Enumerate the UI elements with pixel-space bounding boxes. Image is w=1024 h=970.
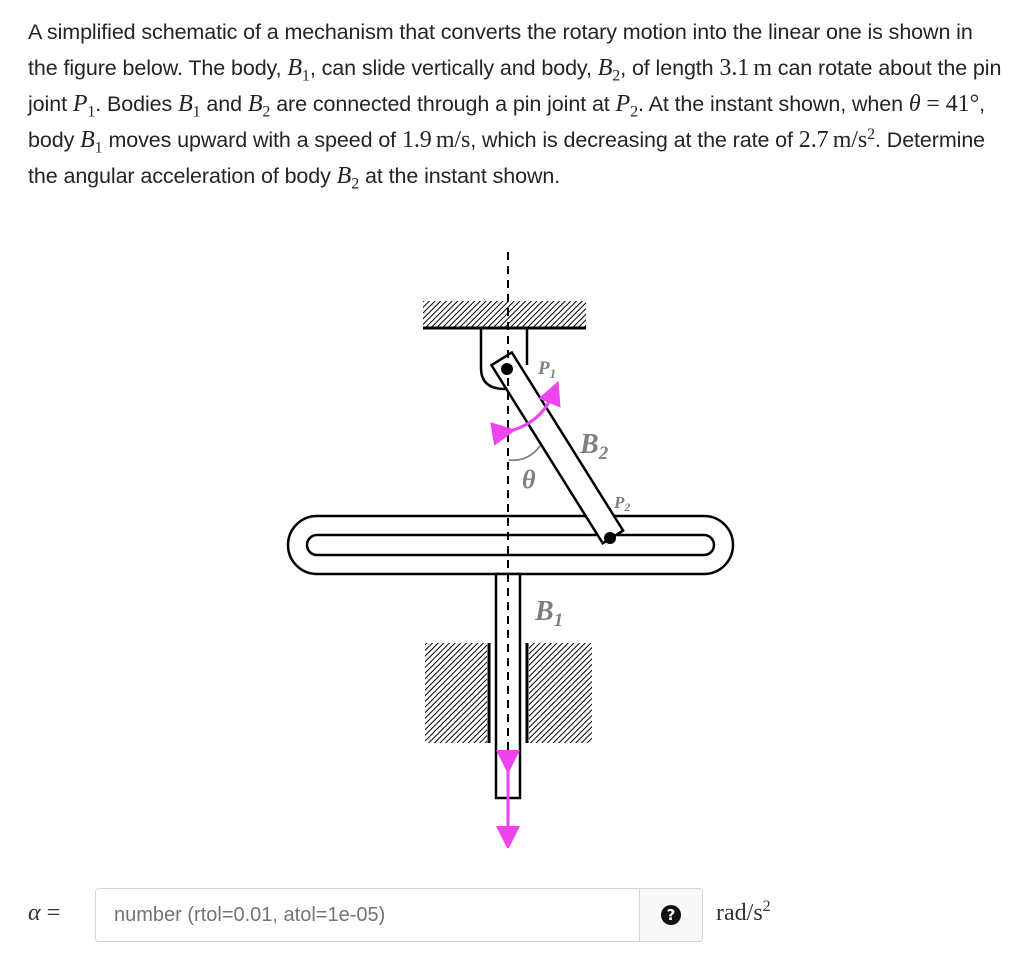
- speed-value: 1.9: [401, 127, 432, 153]
- pin-p2: [604, 532, 616, 544]
- label-b1-sub: 1: [553, 610, 564, 631]
- length-unit: m: [753, 55, 772, 81]
- problem-statement: [28, 14, 1003, 194]
- text: , of length: [620, 56, 720, 80]
- svg-text:θ: [522, 465, 536, 494]
- label-p1: P: [538, 358, 550, 379]
- svg-text:B2: [579, 429, 609, 464]
- answer-input[interactable]: [96, 889, 639, 941]
- math-theta: θ: [908, 91, 921, 117]
- text: A simplified schematic of a mechanism that converts the rotary motion into the linear one is shown in the figure below. The body,: [28, 20, 973, 80]
- sub: 2: [351, 175, 360, 193]
- text: , which is decreasing at the rate of: [470, 128, 799, 152]
- math-b2: B: [597, 55, 613, 81]
- text: are connected through a pin joint at: [270, 92, 616, 116]
- text: moves upward with a speed of: [102, 128, 402, 152]
- label-p2: P: [614, 493, 625, 512]
- answer-label: [28, 900, 60, 927]
- text: . Determine the angular acceleration of body: [28, 128, 986, 188]
- svg-text:P1: [537, 358, 556, 381]
- accel-value: 2.7: [798, 127, 829, 153]
- equals: =: [40, 900, 61, 926]
- math-b1: B: [80, 127, 95, 153]
- math-b1: B: [178, 91, 193, 117]
- text: . Bodies: [95, 92, 179, 116]
- sub: 1: [192, 103, 201, 121]
- sub: 1: [94, 139, 103, 157]
- label-b2-sub: 2: [598, 443, 609, 464]
- text: at the instant shown.: [359, 164, 561, 188]
- label-p2-sub: 2: [624, 500, 631, 514]
- text: , body: [28, 92, 985, 152]
- svg-text:B1: [534, 596, 563, 631]
- answer-unit: [716, 900, 771, 927]
- answer-input-group: [95, 888, 703, 942]
- text: , can slide vertically and body,: [309, 56, 598, 80]
- text: . At the instant shown, when: [638, 92, 909, 116]
- math-b2: B: [247, 91, 263, 117]
- unit-exp: 2: [762, 898, 771, 915]
- sub: 1: [87, 103, 96, 121]
- slotted-yoke: [288, 516, 733, 574]
- math-p2: P: [615, 91, 631, 117]
- sup: 2: [867, 125, 876, 143]
- help-button[interactable]: [639, 889, 702, 941]
- mechanism-figure: [280, 248, 750, 848]
- math-b1: B: [287, 55, 302, 81]
- label-theta: θ: [522, 465, 536, 494]
- alpha-symbol: α: [28, 900, 41, 926]
- math-b2: B: [336, 163, 352, 189]
- math-p1: P: [72, 91, 88, 117]
- accel-unit: m/s: [832, 127, 868, 153]
- question-circle-icon: ?: [661, 905, 681, 925]
- answer-row: [0, 888, 1024, 944]
- theta-arc: [509, 446, 540, 460]
- sub: 2: [612, 67, 621, 85]
- label-b1: B: [535, 596, 554, 627]
- sub: 2: [262, 103, 271, 121]
- text: can rotate about the pin joint: [28, 56, 1002, 116]
- svg-text:P2: [613, 493, 630, 514]
- label-p1-sub: 1: [549, 366, 557, 381]
- length-value: 3.1: [719, 55, 750, 81]
- label-b2: B: [580, 429, 599, 460]
- equals: =: [920, 91, 946, 117]
- unit-base: rad/s: [716, 900, 763, 926]
- sub: 1: [301, 67, 310, 85]
- theta-value: 41°: [945, 91, 980, 117]
- text: and: [200, 92, 248, 116]
- speed-unit: m/s: [435, 127, 471, 153]
- sub: 2: [630, 103, 639, 121]
